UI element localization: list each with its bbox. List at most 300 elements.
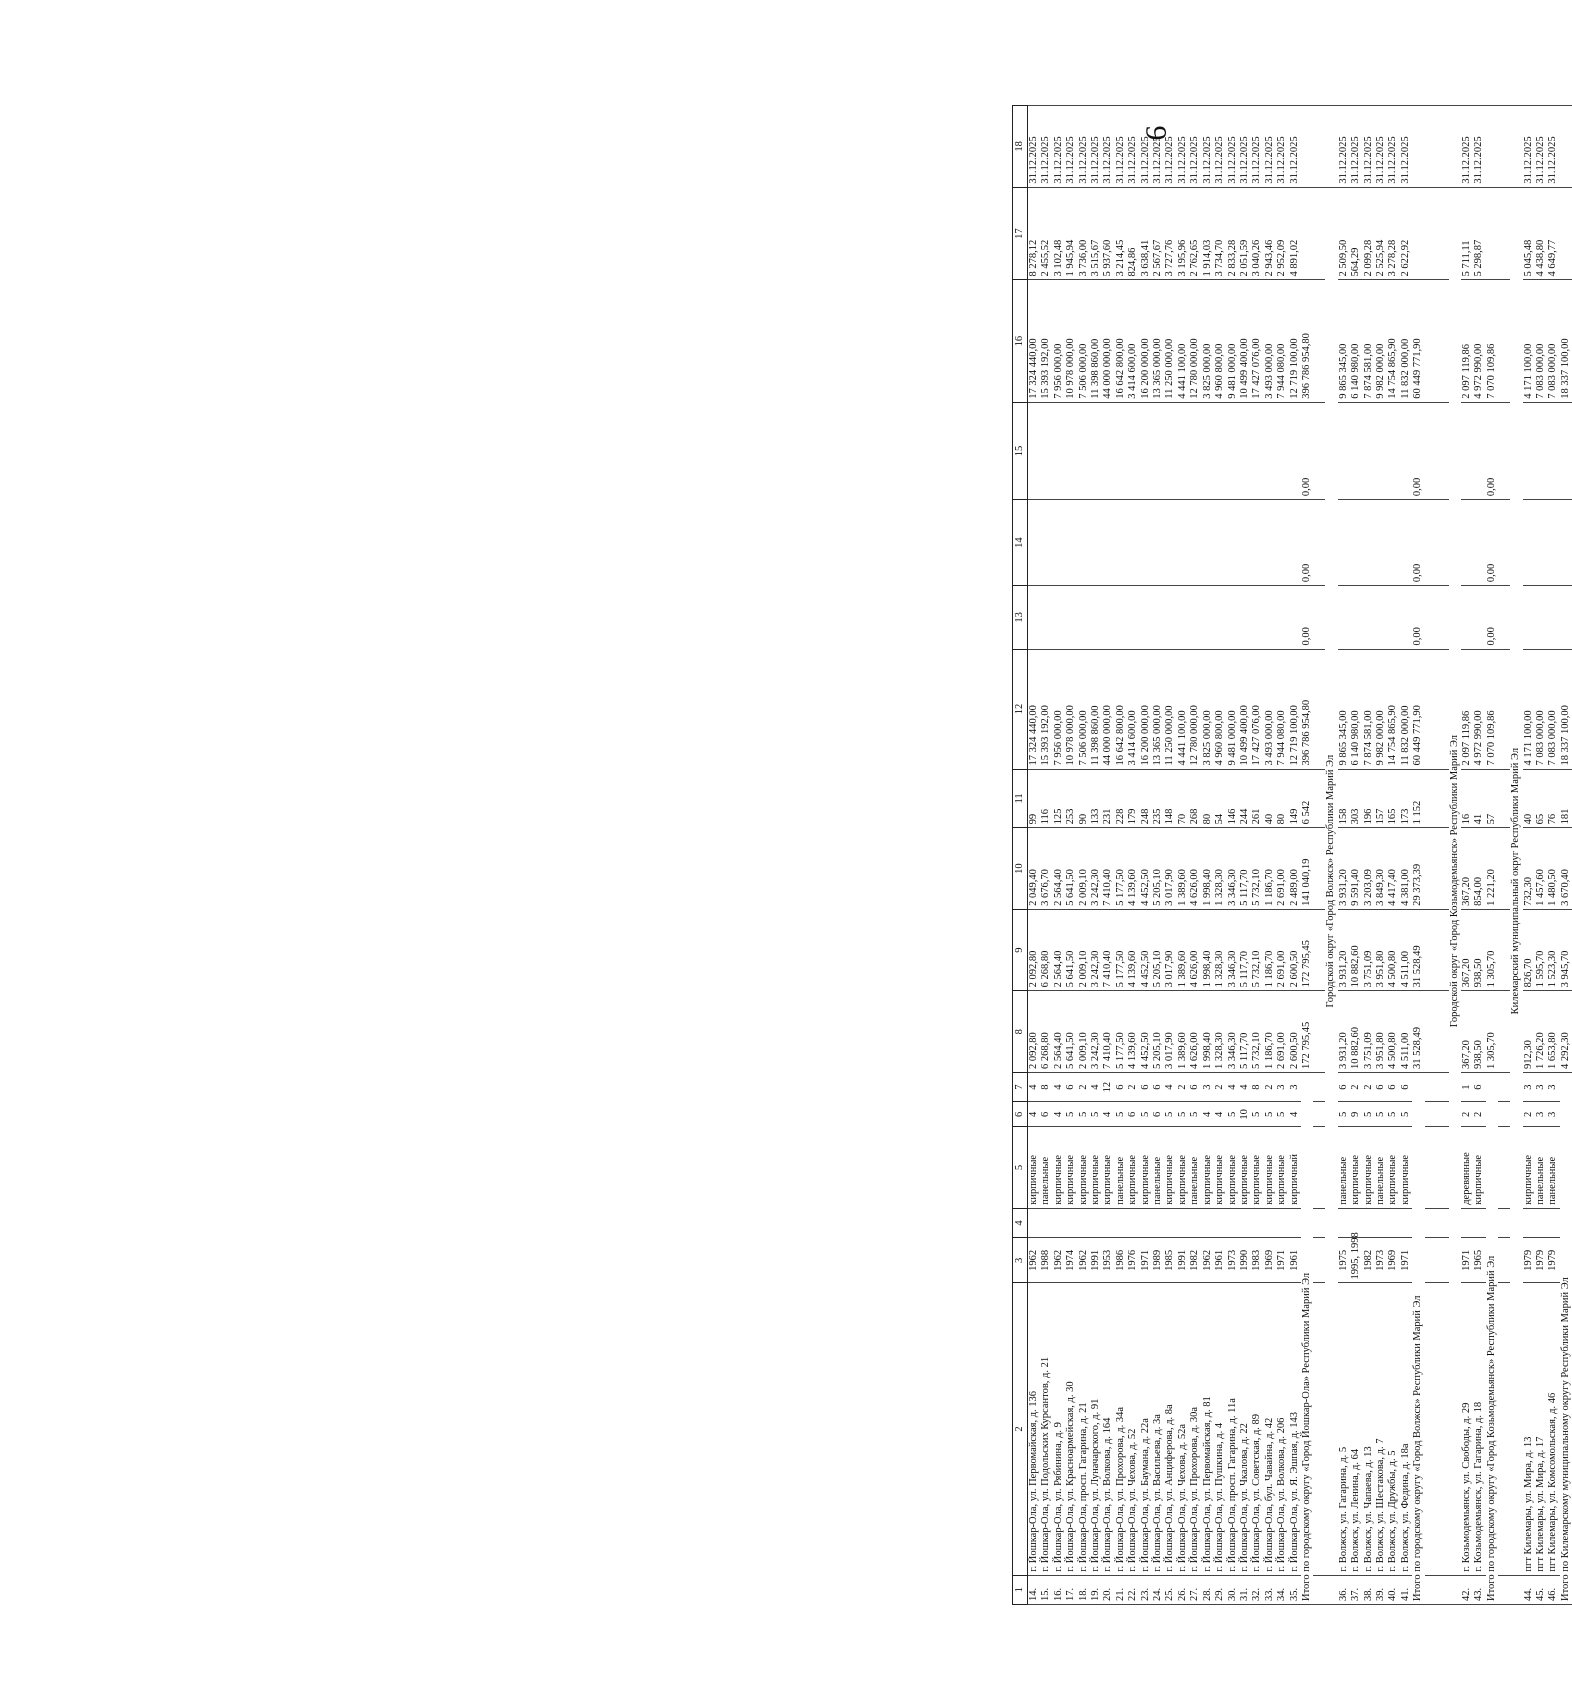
total-c10: 1 221,20: [1486, 828, 1498, 910]
cell-c18: 31.12.2025: [1239, 106, 1251, 188]
cell-c14: [1350, 500, 1362, 586]
empty-cell: [1498, 1575, 1510, 1604]
cell-c13: [1152, 586, 1164, 649]
cell-c13: [1547, 586, 1559, 649]
cell-c15: [1350, 402, 1362, 499]
cell-c16: 4 171 100,00: [1523, 280, 1535, 402]
cell-c15: [1535, 402, 1547, 499]
cell-n: 20.: [1102, 1575, 1114, 1604]
cell-c9: 7 410,40: [1102, 909, 1114, 991]
cell-c10: 5 641,50: [1065, 828, 1077, 910]
cell-c8: 2 092,80: [1028, 991, 1041, 1073]
cell-c11: 179: [1127, 769, 1139, 828]
cell-c14: [1239, 500, 1251, 586]
cell-c7: 3: [1276, 1072, 1288, 1101]
cell-c15: [1289, 402, 1301, 499]
cell-c8: 5 177,50: [1115, 991, 1127, 1073]
cell-c6: 5: [1140, 1102, 1152, 1127]
cell-c4: [1289, 1208, 1301, 1237]
cell-c17: 3 734,70: [1214, 187, 1226, 280]
cell-addr: г. Йошкар-Ола, ул. Рябинина, д. 9: [1053, 1283, 1065, 1575]
cell-mat: панельные: [1535, 1127, 1547, 1209]
cell-addr: г. Волжск, ул. Гагарина, д. 5: [1338, 1283, 1350, 1575]
cell-year: 1961: [1289, 1238, 1301, 1283]
cell-addr: г. Йошкар-Ола, ул. Подольских Курсантов, д. 21: [1040, 1283, 1052, 1575]
cell-c16: 12 780 000,00: [1189, 280, 1201, 402]
cell-c11: 99: [1028, 769, 1041, 828]
cell-c6: 5: [1375, 1102, 1387, 1127]
spacer-row: [1437, 106, 1449, 1605]
cell-c18: 31.12.2025: [1473, 106, 1485, 188]
cell-c16: 11 832 000,00: [1400, 280, 1412, 402]
cell-c4: [1115, 1208, 1127, 1237]
total-c16: 18 337 100,00: [1560, 280, 1572, 402]
table-body: [1028, 106, 1572, 1605]
cell-c14: [1127, 500, 1139, 586]
cell-c4: [1127, 1208, 1139, 1237]
cell-addr: г. Йошкар-Ола, ул. Прохорова, д. 30а: [1189, 1283, 1201, 1575]
cell-c8: 3 346,30: [1227, 991, 1239, 1073]
cell-year: 1953: [1102, 1238, 1114, 1283]
cell-c18: 31.12.2025: [1065, 106, 1077, 188]
cell-c6: 5: [1400, 1102, 1412, 1127]
total-c9: 3 945,70: [1560, 909, 1572, 991]
cell-n: 45.: [1535, 1575, 1547, 1604]
total-c9: 31 528,49: [1412, 909, 1424, 991]
cell-n: 19.: [1090, 1575, 1102, 1604]
cell-c13: [1535, 586, 1547, 649]
cell-c10: 5 205,10: [1152, 828, 1164, 910]
cell-year: 1962: [1053, 1238, 1065, 1283]
cell-c14: [1214, 500, 1226, 586]
cell-c17: 3 638,41: [1140, 187, 1152, 280]
column-number-10: 10: [1013, 828, 1028, 910]
cell-n: 42.: [1461, 1575, 1473, 1604]
cell-c7: 3: [1535, 1072, 1547, 1101]
empty-cell: [1313, 1102, 1325, 1127]
cell-c14: [1251, 500, 1263, 586]
cell-c17: 5 298,87: [1473, 187, 1485, 280]
cell-c7: 3: [1547, 1072, 1559, 1101]
table-row: [1115, 106, 1127, 1605]
cell-year: 1983: [1251, 1238, 1263, 1283]
cell-c17: 5 711,11: [1461, 187, 1473, 280]
empty-cell: [1437, 1072, 1449, 1101]
cell-c9: 3 931,20: [1338, 909, 1350, 991]
cell-c18: 31.12.2025: [1350, 106, 1362, 188]
cell-c14: [1164, 500, 1176, 586]
cell-addr: г. Йошкар-Ола, ул. Волкова, д. 164: [1102, 1283, 1114, 1575]
cell-year: 1986: [1115, 1238, 1127, 1283]
cell-c4: [1152, 1208, 1164, 1237]
cell-addr: г. Йошкар-Ола, ул. Луначарского, д. 91: [1090, 1283, 1102, 1575]
column-number-header: [1013, 106, 1028, 1605]
column-number-11: 11: [1013, 769, 1028, 828]
cell-c17: 3 102,48: [1053, 187, 1065, 280]
cell-c13: [1400, 586, 1412, 649]
cell-c8: 7 410,40: [1102, 991, 1114, 1073]
cell-c16: 2 097 119,86: [1461, 280, 1473, 402]
cell-c10: 2 489,00: [1289, 828, 1301, 910]
cell-mat: панельные: [1152, 1127, 1164, 1209]
cell-c16: 7 083 000,00: [1547, 280, 1559, 402]
cell-c7: 4: [1053, 1072, 1065, 1101]
empty-cell: [1437, 106, 1449, 188]
cell-n: 44.: [1523, 1575, 1535, 1604]
table-row: [1264, 106, 1276, 1605]
cell-c8: 4 500,80: [1387, 991, 1399, 1073]
cell-addr: г. Козьмодемьянск, ул. Гагарина, д. 18: [1473, 1283, 1485, 1575]
cell-c12: 7 944 080,00: [1276, 649, 1288, 769]
cell-c11: 253: [1065, 769, 1077, 828]
cell-c11: 16: [1461, 769, 1473, 828]
cell-c7: 6: [1189, 1072, 1201, 1101]
total-row: [1412, 106, 1424, 1605]
empty-cell: [1301, 187, 1313, 280]
empty-cell: [1498, 402, 1510, 499]
cell-c12: 7 874 581,00: [1363, 649, 1375, 769]
column-number-16: 16: [1013, 280, 1028, 402]
cell-c4: [1363, 1208, 1375, 1237]
cell-c7: 2: [1264, 1072, 1276, 1101]
cell-c16: 17 427 076,00: [1251, 280, 1263, 402]
cell-c9: 3 242,30: [1090, 909, 1102, 991]
cell-year: 1979: [1547, 1238, 1559, 1283]
cell-c18: 31.12.2025: [1547, 106, 1559, 188]
cell-c14: [1090, 500, 1102, 586]
cell-c15: [1523, 402, 1535, 499]
empty-cell: [1437, 1238, 1449, 1283]
cell-mat: кирпичные: [1053, 1127, 1065, 1209]
cell-c4: [1264, 1208, 1276, 1237]
cell-c11: 157: [1375, 769, 1387, 828]
cell-c14: [1177, 500, 1189, 586]
cell-n: 32.: [1251, 1575, 1263, 1604]
cell-mat: кирпичные: [1227, 1127, 1239, 1209]
cell-n: 14.: [1028, 1575, 1041, 1604]
empty-cell: [1325, 106, 1337, 188]
cell-n: 23.: [1140, 1575, 1152, 1604]
cell-c18: 31.12.2025: [1028, 106, 1041, 188]
cell-c4: [1535, 1208, 1547, 1237]
cell-c17: 2 509,50: [1338, 187, 1350, 280]
cell-c7: 2: [1363, 1072, 1375, 1101]
cell-c9: 2 564,40: [1053, 909, 1065, 991]
cell-c11: 76: [1547, 769, 1559, 828]
total-label: Итого по городскому округу «Город Волжск» Республики Марий Эл: [1412, 1072, 1424, 1604]
cell-c18: 31.12.2025: [1264, 106, 1276, 188]
cell-c16: 17 324 440,00: [1028, 280, 1041, 402]
cell-c13: [1040, 586, 1052, 649]
cell-c11: 41: [1473, 769, 1485, 828]
empty-cell: [1425, 1283, 1437, 1575]
cell-c17: 3 278,28: [1387, 187, 1399, 280]
cell-c8: 5 732,10: [1251, 991, 1263, 1073]
cell-c8: 5 205,10: [1152, 991, 1164, 1073]
empty-cell: [1437, 649, 1449, 769]
cell-year: 1962: [1202, 1238, 1214, 1283]
column-number-7: 7: [1013, 1072, 1028, 1101]
cell-n: 22.: [1127, 1575, 1139, 1604]
empty-cell: [1498, 1102, 1510, 1127]
cell-addr: г. Волжск, ул. Чапаева, д. 13: [1363, 1283, 1375, 1575]
column-number-14: 14: [1013, 500, 1028, 586]
cell-year: 1991: [1090, 1238, 1102, 1283]
cell-c14: [1140, 500, 1152, 586]
cell-c11: 196: [1363, 769, 1375, 828]
empty-cell: [1437, 1102, 1449, 1127]
cell-c16: 7 506 000,00: [1078, 280, 1090, 402]
cell-c18: 31.12.2025: [1535, 106, 1547, 188]
empty-cell: [1437, 1283, 1449, 1575]
cell-n: 21.: [1115, 1575, 1127, 1604]
cell-year: 1995, 1998: [1350, 1238, 1362, 1283]
cell-c15: [1375, 402, 1387, 499]
empty-cell: [1437, 402, 1449, 499]
cell-c12: 2 097 119,86: [1461, 649, 1473, 769]
cell-c15: [1090, 402, 1102, 499]
cell-c4: [1375, 1208, 1387, 1237]
cell-c11: 244: [1239, 769, 1251, 828]
cell-c18: 31.12.2025: [1177, 106, 1189, 188]
cell-c15: [1251, 402, 1263, 499]
cell-c12: 44 000 000,00: [1102, 649, 1114, 769]
cell-c18: 31.12.2025: [1078, 106, 1090, 188]
cell-c17: 2 833,28: [1227, 187, 1239, 280]
cell-c4: [1164, 1208, 1176, 1237]
cell-c9: 4 452,50: [1140, 909, 1152, 991]
cell-n: 28.: [1202, 1575, 1214, 1604]
empty-cell: [1498, 1238, 1510, 1283]
cell-c11: 125: [1053, 769, 1065, 828]
cell-c16: 4 441 100,00: [1177, 280, 1189, 402]
cell-c17: 4 438,80: [1535, 187, 1547, 280]
table-row: [1338, 106, 1350, 1605]
cell-c9: 3 951,80: [1375, 909, 1387, 991]
cell-c6: 6: [1127, 1102, 1139, 1127]
cell-c11: 303: [1350, 769, 1362, 828]
column-number-17: 17: [1013, 187, 1028, 280]
cell-c18: 31.12.2025: [1523, 106, 1535, 188]
total-c16: 396 786 954,80: [1301, 280, 1313, 402]
cell-c10: 1 480,50: [1547, 828, 1559, 910]
table-row: [1053, 106, 1065, 1605]
cell-c4: [1461, 1208, 1473, 1237]
cell-n: 18.: [1078, 1575, 1090, 1604]
total-row: [1560, 106, 1572, 1605]
cell-c10: 7 410,40: [1102, 828, 1114, 910]
table-row: [1350, 106, 1362, 1605]
cell-c10: 5 117,70: [1239, 828, 1251, 910]
cell-mat: панельные: [1040, 1127, 1052, 1209]
cell-c17: 1 945,94: [1065, 187, 1077, 280]
cell-c8: 3 017,90: [1164, 991, 1176, 1073]
cell-n: 41.: [1400, 1575, 1412, 1604]
cell-c16: 6 140 980,00: [1350, 280, 1362, 402]
cell-c12: 13 365 000,00: [1152, 649, 1164, 769]
cell-c10: 4 626,00: [1189, 828, 1201, 910]
cell-c13: [1214, 586, 1226, 649]
empty-cell: [1437, 280, 1449, 402]
cell-c4: [1202, 1208, 1214, 1237]
table-row: [1189, 106, 1201, 1605]
cell-n: 40.: [1387, 1575, 1399, 1604]
cell-c15: [1115, 402, 1127, 499]
cell-year: 1971: [1461, 1238, 1473, 1283]
cell-c10: 854,00: [1473, 828, 1485, 910]
empty-cell: [1425, 106, 1437, 188]
cell-c16: 3 414 600,00: [1127, 280, 1139, 402]
column-number-6: 6: [1013, 1102, 1028, 1127]
empty-cell: [1313, 402, 1325, 499]
cell-c17: 2 567,67: [1152, 187, 1164, 280]
cell-c10: 3 242,30: [1090, 828, 1102, 910]
cell-n: 15.: [1040, 1575, 1052, 1604]
cell-c15: [1363, 402, 1375, 499]
page-number: 9: [1139, 125, 1173, 141]
cell-c14: [1400, 500, 1412, 586]
empty-cell: [1425, 769, 1437, 828]
cell-c12: 14 754 865,90: [1387, 649, 1399, 769]
cell-c6: 4: [1289, 1102, 1301, 1127]
cell-c6: 2: [1473, 1102, 1485, 1127]
cell-c7: 2: [1127, 1072, 1139, 1101]
cell-mat: кирпичные: [1177, 1127, 1189, 1209]
cell-c12: 9 865 345,00: [1338, 649, 1350, 769]
total-c14: [1560, 500, 1572, 586]
cell-c8: 6 268,80: [1040, 991, 1052, 1073]
cell-n: 39.: [1375, 1575, 1387, 1604]
cell-mat: кирпичные: [1102, 1127, 1114, 1209]
cell-c18: 31.12.2025: [1090, 106, 1102, 188]
total-c8: 1 305,70: [1486, 991, 1498, 1073]
table-row: [1375, 106, 1387, 1605]
cell-c7: 6: [1115, 1072, 1127, 1101]
cell-c14: [1189, 500, 1201, 586]
cell-c17: 3 195,96: [1177, 187, 1189, 280]
cell-c6: 6: [1152, 1102, 1164, 1127]
cell-c18: 31.12.2025: [1152, 106, 1164, 188]
cell-mat: кирпичные: [1028, 1127, 1041, 1209]
total-c10: 3 670,40: [1560, 828, 1572, 910]
cell-c9: 1 998,40: [1202, 909, 1214, 991]
empty-cell: [1498, 500, 1510, 586]
cell-c18: 31.12.2025: [1040, 106, 1052, 188]
register-sheet: [1012, 105, 1572, 1605]
cell-c17: 8 278,12: [1028, 187, 1041, 280]
cell-c14: [1276, 500, 1288, 586]
column-number-13: 13: [1013, 586, 1028, 649]
cell-c9: 3 346,30: [1227, 909, 1239, 991]
cell-c14: [1338, 500, 1350, 586]
table-row: [1102, 106, 1114, 1605]
cell-c14: [1473, 500, 1485, 586]
cell-c4: [1214, 1208, 1226, 1237]
cell-c14: [1363, 500, 1375, 586]
cell-c9: 3 751,09: [1363, 909, 1375, 991]
cell-c8: 1 389,60: [1177, 991, 1189, 1073]
cell-c9: 10 882,60: [1350, 909, 1362, 991]
cell-c12: 9 481 000,00: [1227, 649, 1239, 769]
empty-cell: [1498, 106, 1510, 188]
cell-n: 46.: [1547, 1575, 1559, 1604]
cell-c17: 3 214,45: [1115, 187, 1127, 280]
total-c16: 7 070 109,86: [1486, 280, 1498, 402]
total-c12: 396 786 954,80: [1301, 649, 1313, 769]
cell-c7: 12: [1102, 1072, 1114, 1101]
cell-c17: 2 943,46: [1264, 187, 1276, 280]
empty-cell: [1486, 106, 1498, 188]
cell-c4: [1251, 1208, 1263, 1237]
total-c13: [1560, 586, 1572, 649]
cell-c6: 2: [1523, 1102, 1535, 1127]
cell-c8: 4 626,00: [1189, 991, 1201, 1073]
cell-c18: 31.12.2025: [1375, 106, 1387, 188]
cell-c14: [1461, 500, 1473, 586]
cell-year: 1982: [1363, 1238, 1375, 1283]
cell-c15: [1053, 402, 1065, 499]
cell-c17: 2 762,65: [1189, 187, 1201, 280]
cell-year: 1965: [1473, 1238, 1485, 1283]
empty-cell: [1498, 1127, 1510, 1209]
cell-c15: [1078, 402, 1090, 499]
cell-c15: [1239, 402, 1251, 499]
cell-year: 1991: [1177, 1238, 1189, 1283]
cell-c4: [1140, 1208, 1152, 1237]
cell-c10: 4 139,60: [1127, 828, 1139, 910]
cell-c9: 938,50: [1473, 909, 1485, 991]
cell-c10: 2 691,00: [1276, 828, 1288, 910]
table-row: [1140, 106, 1152, 1605]
cell-c16: 3 825 000,00: [1202, 280, 1214, 402]
empty-cell: [1437, 1127, 1449, 1209]
empty-cell: [1437, 586, 1449, 649]
cell-n: 27.: [1189, 1575, 1201, 1604]
cell-mat: кирпичные: [1251, 1127, 1263, 1209]
column-number-4: 4: [1013, 1208, 1028, 1237]
district-heading: Городской округ «Город Волжск» Республики Марий Эл: [1325, 187, 1337, 1575]
total-c8: 4 292,30: [1560, 991, 1572, 1073]
cell-c6: 5: [1177, 1102, 1189, 1127]
cell-c8: 2 691,00: [1276, 991, 1288, 1073]
total-c15: 0,00: [1412, 402, 1424, 499]
cell-c6: 5: [1189, 1102, 1201, 1127]
cell-c16: 10 499 400,00: [1239, 280, 1251, 402]
cell-c4: [1523, 1208, 1535, 1237]
empty-cell: [1437, 187, 1449, 280]
cell-year: 1973: [1375, 1238, 1387, 1283]
district-heading: Килемарский муниципальный округ Республики Марий Эл: [1510, 187, 1522, 1575]
cell-c8: 5 117,70: [1239, 991, 1251, 1073]
table-row: [1127, 106, 1139, 1605]
cell-c15: [1214, 402, 1226, 499]
cell-c9: 4 511,00: [1400, 909, 1412, 991]
empty-cell: [1425, 1238, 1437, 1283]
cell-c6: 4: [1102, 1102, 1114, 1127]
cell-c9: 2 092,80: [1028, 909, 1041, 991]
cell-addr: пгт Килемары, ул. Мира, д. 13: [1523, 1283, 1535, 1575]
total-c8: 31 528,49: [1412, 991, 1424, 1073]
cell-c8: 2 564,40: [1053, 991, 1065, 1073]
cell-c15: [1276, 402, 1288, 499]
empty-cell: [1425, 1208, 1437, 1237]
cell-c16: 44 000 000,00: [1102, 280, 1114, 402]
cell-c7: 6: [1400, 1072, 1412, 1101]
cell-year: 1976: [1127, 1238, 1139, 1283]
empty-cell: [1510, 1575, 1522, 1604]
total-label: Итого по городскому округу «Город Козьмодемьянск» Республики Марий Эл: [1486, 1072, 1498, 1604]
total-c16: 60 449 771,90: [1412, 280, 1424, 402]
